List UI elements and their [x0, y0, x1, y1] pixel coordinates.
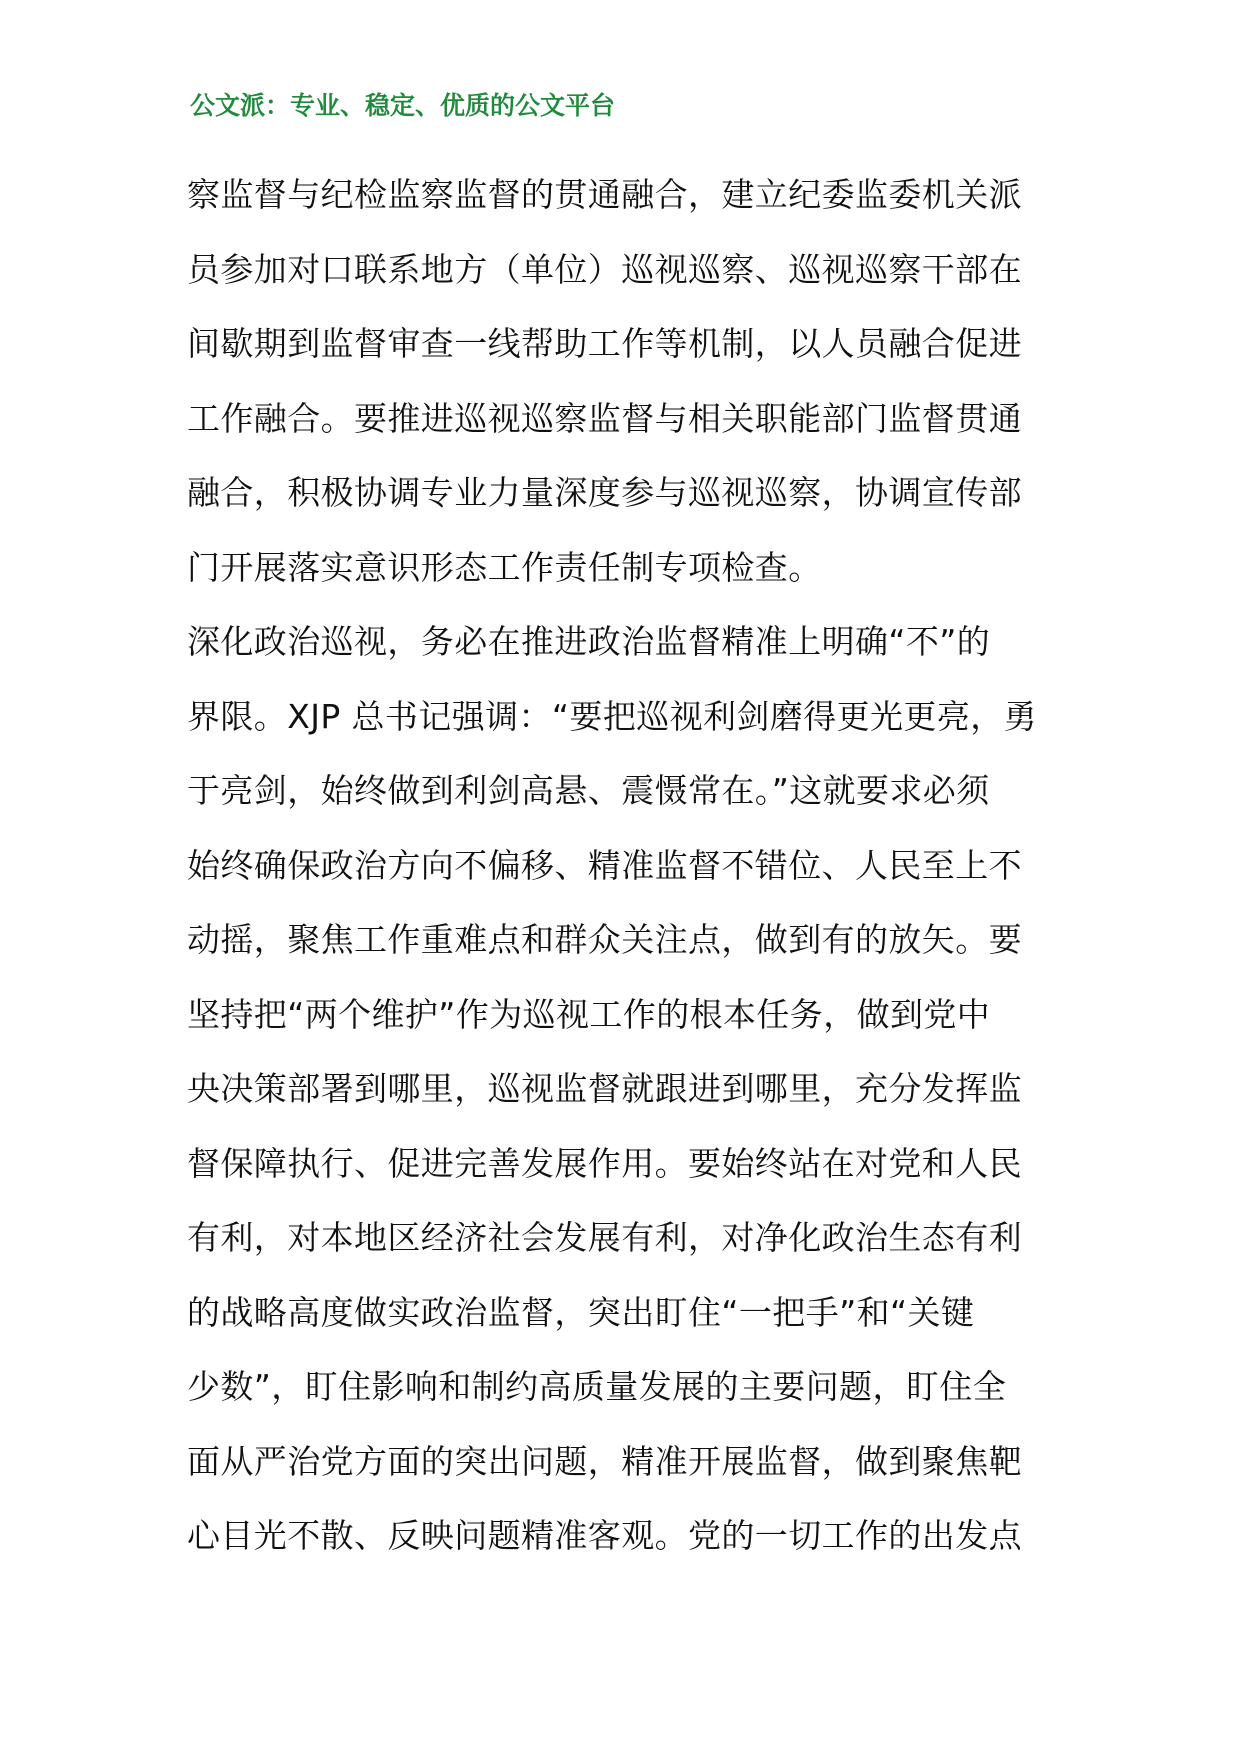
- text-line: 坚持把“两个维护”作为巡视工作的根本任务，做到党中: [187, 994, 991, 1034]
- text-line: 动摇，聚焦工作重难点和群众关注点，做到有的放矢。要: [187, 920, 1022, 959]
- text-line: 面从严治党方面的突出问题，精准开展监督，做到聚焦靶: [187, 1441, 1022, 1481]
- paragraph-1: [187, 158, 1057, 605]
- text-line: 央决策部署到哪里，巡视监督就跟进到哪里，充分发挥监: [187, 1069, 1022, 1108]
- text-line: 界限。XJP 总书记强调：“要把巡视利剑磨得更光更亮，勇: [187, 696, 1038, 736]
- paragraph-2: [187, 605, 1057, 1574]
- text-line: 的战略高度做实政治监督，突出盯住“一把手”和“关键: [187, 1292, 975, 1332]
- text-line: 员参加对口联系地方（单位）巡视巡察、巡视巡察干部在: [187, 249, 1022, 289]
- text-line: 察监督与纪检监察监督的贯通融合，建立纪委监委机关派: [187, 175, 1022, 214]
- header-banner: 公文派：专业、稳定、优质的公文平台: [190, 91, 616, 120]
- text-line: 融合，积极协调专业力量深度参与巡视巡察，协调宣传部: [187, 473, 1022, 512]
- text-line: 心目光不散、反映问题精准客观。党的一切工作的出发点: [187, 1516, 1022, 1555]
- text-line: 间歇期到监督审查一线帮助工作等机制，以人员融合促进: [187, 324, 1022, 363]
- text-line: 深化政治巡视，务必在推进政治监督精准上明确“不”的: [187, 622, 991, 661]
- text-line: 始终确保政治方向不偏移、精准监督不错位、人民至上不: [187, 845, 1022, 885]
- text-line: 督保障执行、促进完善发展作用。要始终站在对党和人民: [187, 1143, 1022, 1183]
- text-line: 有利，对本地区经济社会发展有利，对净化政治生态有利: [187, 1218, 1022, 1257]
- document-body: [187, 158, 1057, 1574]
- text-line: 于亮剑，始终做到利剑高悬、震慑常在。”这就要求必须: [187, 771, 990, 810]
- text-line: 门开展落实意识形态工作责任制专项检查。: [187, 547, 822, 587]
- text-line: 少数”，盯住影响和制约高质量发展的主要问题，盯住全: [187, 1367, 1007, 1406]
- text-line: 工作融合。要推进巡视巡察监督与相关职能部门监督贯通: [187, 398, 1022, 438]
